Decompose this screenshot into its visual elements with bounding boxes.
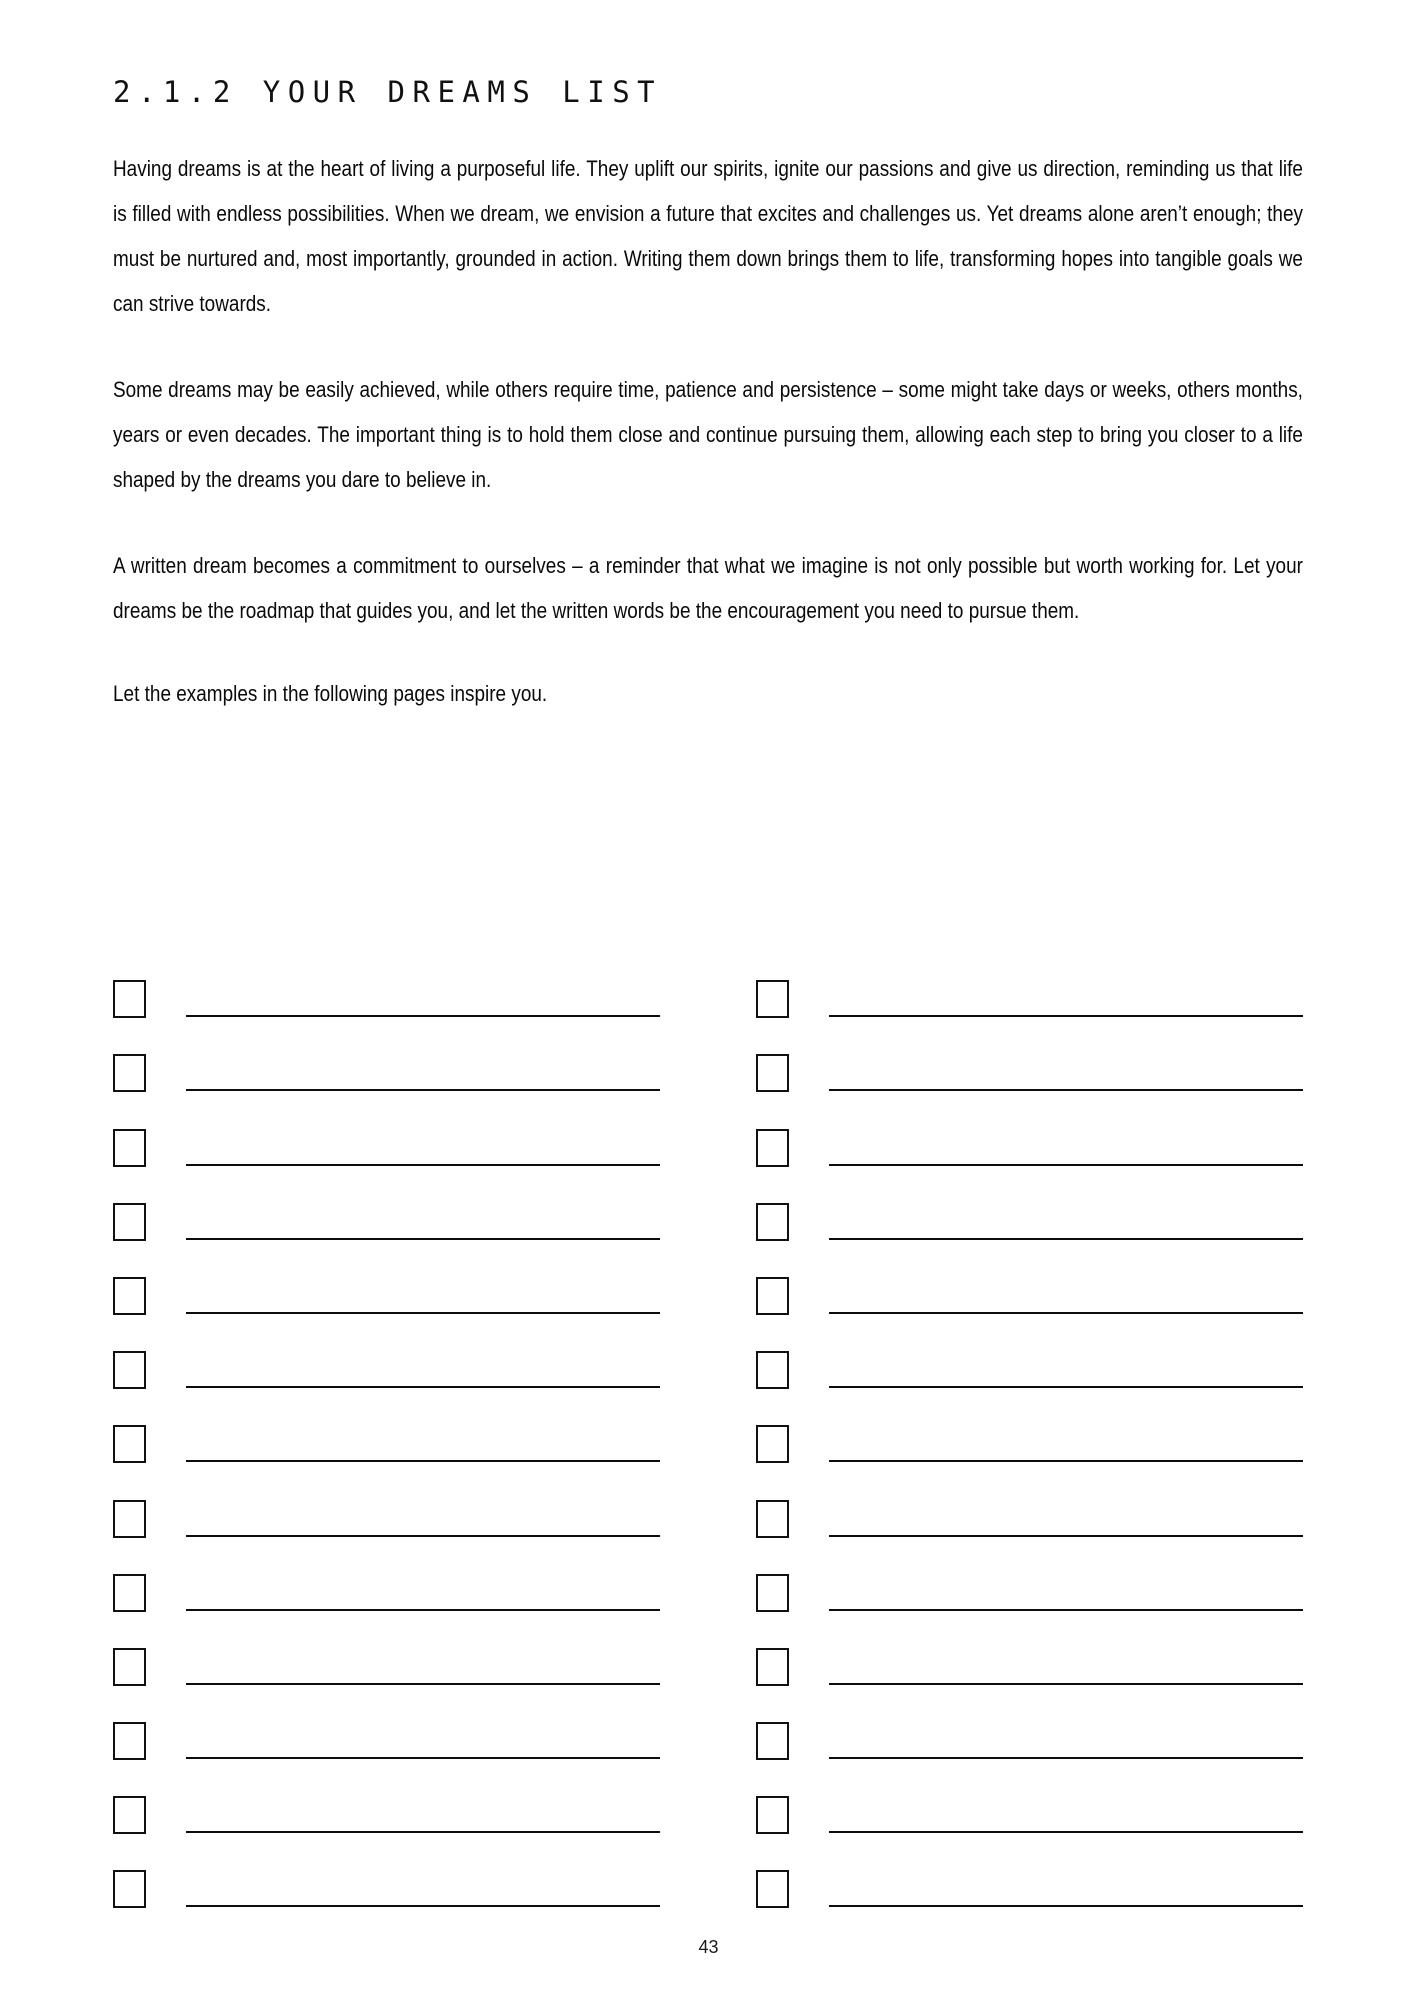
- checklist-row: [756, 1686, 1303, 1760]
- checkbox-icon[interactable]: [113, 1722, 146, 1760]
- checklist-row: [113, 1834, 660, 1908]
- checklist-row: [113, 1463, 660, 1537]
- checklist-row: [113, 1167, 660, 1241]
- checklist-row: [113, 1315, 660, 1389]
- page-number: 43: [698, 1937, 719, 1957]
- checkbox-icon[interactable]: [756, 1277, 789, 1315]
- dream-entry-line[interactable]: [186, 1238, 660, 1240]
- dream-entry-line[interactable]: [829, 1460, 1303, 1462]
- checklist-row: [756, 1241, 1303, 1315]
- checkbox-icon[interactable]: [113, 1648, 146, 1686]
- intro-paragraph-3: A written dream becomes a commitment to ourselves – a reminder that what we imagine is not only possible but worth working for. Let your dreams be the roadmap that guides you, and let the written words be the encouragement you need to pursue them.: [113, 553, 1303, 624]
- checkbox-icon[interactable]: [113, 1277, 146, 1315]
- checklist-row: [113, 1241, 660, 1315]
- checklist-row: [756, 1463, 1303, 1537]
- dreams-checklist: [113, 944, 1303, 1908]
- checkbox-icon[interactable]: [756, 1870, 789, 1908]
- dream-entry-line[interactable]: [829, 1609, 1303, 1611]
- checkbox-icon[interactable]: [113, 1425, 146, 1463]
- dream-entry-line[interactable]: [829, 1238, 1303, 1240]
- checklist-row: [113, 1092, 660, 1166]
- dream-entry-line[interactable]: [829, 1089, 1303, 1091]
- checklist-row: [113, 944, 660, 1018]
- checklist-row: [113, 1686, 660, 1760]
- checkbox-icon[interactable]: [113, 1870, 146, 1908]
- dream-entry-line[interactable]: [186, 1164, 660, 1166]
- checkbox-icon[interactable]: [113, 1574, 146, 1612]
- checklist-row: [756, 1018, 1303, 1092]
- checklist-row: [756, 1167, 1303, 1241]
- dream-entry-line[interactable]: [829, 1831, 1303, 1833]
- checklist-row: [756, 1760, 1303, 1834]
- checklist-row: [113, 1389, 660, 1463]
- closing-line: Let the examples in the following pages inspire you.: [113, 681, 548, 707]
- page-title: 2.1.2 YOUR DREAMS LIST: [113, 75, 663, 109]
- dream-entry-line[interactable]: [186, 1386, 660, 1388]
- checklist-column-right: [756, 944, 1303, 1908]
- checklist-row: [756, 944, 1303, 1018]
- checklist-row: [113, 1538, 660, 1612]
- dream-entry-line[interactable]: [186, 1831, 660, 1833]
- checklist-row: [756, 1389, 1303, 1463]
- paragraph-spacer: [113, 502, 1303, 543]
- checkbox-icon[interactable]: [756, 1351, 789, 1389]
- dream-entry-line[interactable]: [829, 1312, 1303, 1314]
- checkbox-icon[interactable]: [756, 1054, 789, 1092]
- checklist-row: [756, 1092, 1303, 1166]
- checkbox-icon[interactable]: [113, 1796, 146, 1834]
- dream-entry-line[interactable]: [829, 1757, 1303, 1759]
- dream-entry-line[interactable]: [829, 1386, 1303, 1388]
- intro-paragraph-1: Having dreams is at the heart of living a purposeful life. They uplift our spirits, ignite our passions and give us direction, reminding us that life is filled with endless possibilities. When we dream, we envision a future that excites and challenges us. Yet dreams alone aren’t enough; they must be nurtured and, most importantly, grounded in action. Writing them down brings them to life, transforming hopes into tangible goals we can strive towards.: [113, 156, 1303, 317]
- dream-entry-line[interactable]: [186, 1757, 660, 1759]
- dream-entry-line[interactable]: [186, 1312, 660, 1314]
- dream-entry-line[interactable]: [186, 1609, 660, 1611]
- dream-entry-line[interactable]: [829, 1535, 1303, 1537]
- dream-entry-line[interactable]: [829, 1164, 1303, 1166]
- checkbox-icon[interactable]: [756, 1796, 789, 1834]
- paragraph-spacer: [113, 633, 1303, 671]
- checkbox-icon[interactable]: [756, 1500, 789, 1538]
- checkbox-icon[interactable]: [113, 1129, 146, 1167]
- checklist-row: [756, 1834, 1303, 1908]
- dream-entry-line[interactable]: [186, 1089, 660, 1091]
- checklist-row: [113, 1760, 660, 1834]
- checklist-row: [756, 1315, 1303, 1389]
- checklist-row: [756, 1612, 1303, 1686]
- checklist-row: [113, 1018, 660, 1092]
- checkbox-icon[interactable]: [756, 1574, 789, 1612]
- dream-entry-line[interactable]: [829, 1683, 1303, 1685]
- checkbox-icon[interactable]: [113, 1351, 146, 1389]
- checkbox-icon[interactable]: [756, 980, 789, 1018]
- checkbox-icon[interactable]: [756, 1129, 789, 1167]
- checkbox-icon[interactable]: [756, 1722, 789, 1760]
- checkbox-icon[interactable]: [756, 1203, 789, 1241]
- dream-entry-line[interactable]: [186, 1905, 660, 1907]
- dream-entry-line[interactable]: [186, 1460, 660, 1462]
- checkbox-icon[interactable]: [756, 1425, 789, 1463]
- dream-entry-line[interactable]: [829, 1905, 1303, 1907]
- checkbox-icon[interactable]: [113, 1054, 146, 1092]
- intro-paragraph-2: Some dreams may be easily achieved, while others require time, patience and persistence – some might take days or weeks, others months, years or even decades. The important thing is to hold them close and continue pursuing them, allowing each step to bring you closer to a life shaped by the dreams you dare to believe in.: [113, 377, 1303, 493]
- dream-entry-line[interactable]: [186, 1683, 660, 1685]
- page-content: [113, 76, 1303, 716]
- checklist-column-left: [113, 944, 660, 1908]
- dream-entry-line[interactable]: [829, 1015, 1303, 1017]
- paragraph-spacer: [113, 326, 1303, 367]
- checkbox-icon[interactable]: [756, 1648, 789, 1686]
- checkbox-icon[interactable]: [113, 980, 146, 1018]
- dream-entry-line[interactable]: [186, 1015, 660, 1017]
- checkbox-icon[interactable]: [113, 1203, 146, 1241]
- checklist-row: [113, 1612, 660, 1686]
- checklist-row: [756, 1538, 1303, 1612]
- checkbox-icon[interactable]: [113, 1500, 146, 1538]
- dream-entry-line[interactable]: [186, 1535, 660, 1537]
